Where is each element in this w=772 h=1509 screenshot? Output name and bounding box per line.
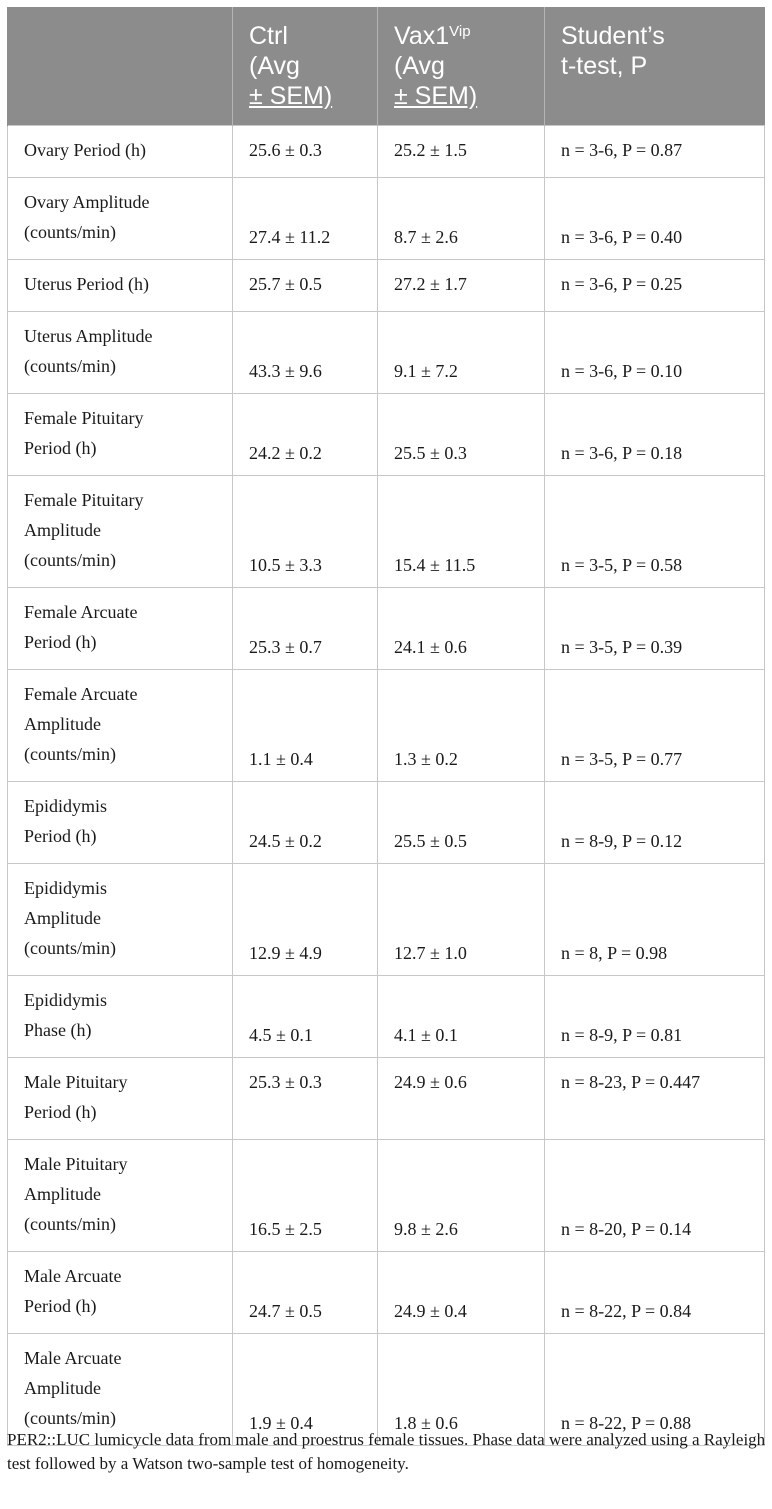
header-ttest-line2: t-test, P [561, 52, 648, 80]
header-cell-ctrl [233, 7, 378, 125]
row-ctrl-cell [233, 177, 378, 259]
header-ttest-line1: Student’s [561, 22, 665, 50]
row-ttest-cell [545, 311, 765, 393]
row-vax1vip-cell [378, 669, 545, 781]
row-ttest-cell [545, 393, 765, 475]
row-tissue-label [24, 1252, 220, 1321]
table-row [8, 177, 765, 259]
row-tissue-line: Period (h) [24, 1101, 97, 1122]
row-ttest-cell [545, 975, 765, 1057]
row-tissue-cell [8, 863, 233, 975]
row-ttest-cell [545, 125, 765, 177]
row-tissue-label [24, 394, 220, 463]
row-tissue-line: (counts/min) [24, 549, 116, 570]
row-ttest-cell [545, 669, 765, 781]
row-vax1vip-cell [378, 863, 545, 975]
row-tissue-line: Ovary Amplitude [24, 191, 150, 212]
row-tissue-line: Female Arcuate [24, 601, 138, 622]
row-vax1vip-cell [378, 393, 545, 475]
row-tissue-line: Period (h) [24, 1295, 97, 1316]
row-vax1vip-value: 15.4 ± 11.5 [394, 554, 476, 575]
header-ctrl-line3: ± SEM) [249, 82, 333, 110]
row-tissue-cell [8, 393, 233, 475]
row-tissue-cell [8, 1057, 233, 1139]
row-vax1vip-value: 8.7 ± 2.6 [394, 226, 458, 247]
row-vax1vip-value: 27.2 ± 1.7 [394, 273, 467, 294]
row-ctrl-value: 10.5 ± 3.3 [249, 554, 322, 575]
row-vax1vip-value: 1.3 ± 0.2 [394, 748, 458, 769]
row-tissue-line: Period (h) [24, 437, 97, 458]
data-table-container [7, 7, 764, 1446]
row-vax1vip-cell [378, 259, 545, 311]
row-ttest-value: n = 3-6, P = 0.40 [561, 226, 683, 247]
row-vax1vip-cell [378, 781, 545, 863]
row-tissue-line: Amplitude [24, 519, 101, 540]
row-tissue-line: (counts/min) [24, 937, 116, 958]
row-tissue-cell [8, 311, 233, 393]
row-tissue-line: Period (h) [24, 631, 97, 652]
row-tissue-label [24, 670, 220, 769]
row-tissue-line: Male Pituitary [24, 1071, 128, 1092]
row-vax1vip-value: 9.8 ± 2.6 [394, 1218, 458, 1239]
row-tissue-line: (counts/min) [24, 355, 116, 376]
row-vax1vip-cell [378, 1251, 545, 1333]
row-ttest-value: n = 3-6, P = 0.87 [561, 139, 683, 160]
row-ttest-value: n = 8-20, P = 0.14 [561, 1218, 692, 1239]
row-tissue-line: Phase (h) [24, 1019, 92, 1040]
row-ttest-value: n = 3-6, P = 0.25 [561, 273, 683, 294]
row-vax1vip-value: 9.1 ± 7.2 [394, 360, 458, 381]
table-row [8, 1139, 765, 1251]
row-tissue-cell [8, 259, 233, 311]
row-ctrl-cell [233, 1057, 378, 1139]
row-ttest-value: n = 3-5, P = 0.77 [561, 748, 683, 769]
header-vax-line3: ± SEM) [394, 82, 478, 110]
row-tissue-line: Female Pituitary [24, 489, 144, 510]
row-tissue-line: Epididymis [24, 877, 108, 898]
row-tissue-line: (counts/min) [24, 1407, 116, 1428]
row-tissue-label [24, 1140, 220, 1239]
row-tissue-line: (counts/min) [24, 221, 116, 242]
header-ctrl-line2: (Avg [249, 52, 300, 80]
table-row [8, 1057, 765, 1139]
table-row [8, 259, 765, 311]
row-tissue-label [24, 782, 220, 851]
row-ctrl-value: 25.3 ± 0.3 [249, 1071, 322, 1092]
table-row [8, 475, 765, 587]
row-ttest-value: n = 8-9, P = 0.81 [561, 1024, 683, 1045]
row-ttest-value: n = 8-9, P = 0.12 [561, 830, 683, 851]
row-tissue-cell [8, 475, 233, 587]
row-ttest-value: n = 8, P = 0.98 [561, 942, 668, 963]
row-tissue-label [24, 1334, 220, 1433]
table-row [8, 669, 765, 781]
row-ctrl-cell [233, 975, 378, 1057]
row-vax1vip-value: 25.2 ± 1.5 [394, 139, 467, 160]
row-ctrl-value: 25.6 ± 0.3 [249, 139, 322, 160]
header-cell-ttest [545, 7, 765, 125]
row-ctrl-value: 12.9 ± 4.9 [249, 942, 322, 963]
row-tissue-line: Epididymis [24, 795, 108, 816]
row-tissue-label [24, 260, 220, 299]
row-vax1vip-cell [378, 475, 545, 587]
row-ttest-cell [545, 1057, 765, 1139]
header-row [8, 7, 765, 125]
row-tissue-cell [8, 1139, 233, 1251]
row-ttest-value: n = 3-6, P = 0.18 [561, 442, 683, 463]
row-ttest-value: n = 8-22, P = 0.84 [561, 1300, 692, 1321]
row-tissue-line: Male Arcuate [24, 1347, 122, 1368]
row-tissue-label [24, 312, 220, 381]
row-ctrl-value: 24.7 ± 0.5 [249, 1300, 322, 1321]
row-tissue-line: Amplitude [24, 1183, 101, 1204]
row-ctrl-value: 27.4 ± 11.2 [249, 226, 331, 247]
row-ctrl-value: 24.2 ± 0.2 [249, 442, 322, 463]
row-tissue-cell [8, 781, 233, 863]
row-vax1vip-value: 24.1 ± 0.6 [394, 636, 467, 657]
row-ctrl-value: 1.9 ± 0.4 [249, 1412, 313, 1433]
table-row [8, 1251, 765, 1333]
row-tissue-line: (counts/min) [24, 743, 116, 764]
row-vax1vip-cell [378, 177, 545, 259]
table-row [8, 125, 765, 177]
row-tissue-line: (counts/min) [24, 1213, 116, 1234]
table-body [8, 125, 765, 1445]
row-tissue-line: Amplitude [24, 713, 101, 734]
table-row [8, 975, 765, 1057]
row-ctrl-cell [233, 393, 378, 475]
row-ttest-cell [545, 863, 765, 975]
row-ttest-cell [545, 1139, 765, 1251]
row-tissue-line: Female Pituitary [24, 407, 144, 428]
header-cell-vax1vip [378, 7, 545, 125]
row-tissue-line: Period (h) [24, 825, 97, 846]
row-ctrl-cell [233, 311, 378, 393]
row-ttest-value: n = 8-22, P = 0.88 [561, 1412, 692, 1433]
header-ctrl-line1: Ctrl [249, 22, 288, 50]
row-tissue-label [24, 1058, 220, 1127]
row-tissue-line: Male Arcuate [24, 1265, 122, 1286]
row-ctrl-value: 1.1 ± 0.4 [249, 748, 313, 769]
row-ctrl-cell [233, 587, 378, 669]
table-row [8, 311, 765, 393]
row-ctrl-value: 24.5 ± 0.2 [249, 830, 322, 851]
table-row [8, 781, 765, 863]
row-vax1vip-cell [378, 587, 545, 669]
row-tissue-line: Male Pituitary [24, 1153, 128, 1174]
row-tissue-line: Ovary Period (h) [24, 139, 146, 160]
row-ctrl-value: 25.7 ± 0.5 [249, 273, 322, 294]
row-ttest-value: n = 8-23, P = 0.447 [561, 1071, 701, 1092]
row-ctrl-cell [233, 669, 378, 781]
row-vax1vip-value: 25.5 ± 0.5 [394, 830, 467, 851]
row-vax1vip-value: 4.1 ± 0.1 [394, 1024, 458, 1045]
row-ctrl-cell [233, 863, 378, 975]
row-ctrl-value: 25.3 ± 0.7 [249, 636, 322, 657]
row-ttest-cell [545, 259, 765, 311]
row-vax1vip-cell [378, 311, 545, 393]
header-vax-base: Vax1 [394, 22, 450, 50]
row-tissue-cell [8, 587, 233, 669]
row-ttest-value: n = 3-5, P = 0.39 [561, 636, 683, 657]
row-tissue-label [24, 864, 220, 963]
row-tissue-cell [8, 1251, 233, 1333]
row-vax1vip-cell [378, 1139, 545, 1251]
header-vax-superscript: Vip [449, 23, 471, 40]
header-vax-line2: (Avg [394, 52, 445, 80]
row-ttest-cell [545, 475, 765, 587]
row-tissue-line: Uterus Amplitude [24, 325, 153, 346]
table-header [8, 7, 765, 125]
row-tissue-cell [8, 125, 233, 177]
row-tissue-label [24, 178, 220, 247]
row-tissue-line: Female Arcuate [24, 683, 138, 704]
row-tissue-line: Epididymis [24, 989, 108, 1010]
row-ttest-cell [545, 781, 765, 863]
row-vax1vip-value: 24.9 ± 0.6 [394, 1071, 467, 1092]
row-tissue-line: Amplitude [24, 907, 101, 928]
row-ttest-cell [545, 587, 765, 669]
row-ctrl-cell [233, 259, 378, 311]
row-tissue-line: Uterus Period (h) [24, 273, 149, 294]
row-vax1vip-value: 24.9 ± 0.4 [394, 1300, 467, 1321]
row-tissue-label [24, 976, 220, 1045]
row-vax1vip-cell [378, 125, 545, 177]
row-vax1vip-value: 25.5 ± 0.3 [394, 442, 467, 463]
row-tissue-line: Amplitude [24, 1377, 101, 1398]
header-cell-tissue [8, 7, 233, 125]
row-ctrl-value: 43.3 ± 9.6 [249, 360, 322, 381]
data-table [7, 7, 765, 1446]
row-tissue-label [24, 476, 220, 575]
row-ctrl-value: 16.5 ± 2.5 [249, 1218, 322, 1239]
row-tissue-label [24, 588, 220, 657]
row-tissue-cell [8, 975, 233, 1057]
table-row [8, 587, 765, 669]
row-tissue-cell [8, 177, 233, 259]
row-ttest-cell [545, 177, 765, 259]
row-ctrl-cell [233, 475, 378, 587]
row-vax1vip-value: 1.8 ± 0.6 [394, 1412, 458, 1433]
row-ctrl-value: 4.5 ± 0.1 [249, 1024, 313, 1045]
row-vax1vip-cell [378, 975, 545, 1057]
table-row [8, 863, 765, 975]
row-ctrl-cell [233, 1251, 378, 1333]
table-footnote: PER2::LUC lumicycle data from male and proestrus female tissues. Phase data were analyzed using a Rayleigh test followed by a Watson two-sample test of homogeneity. [7, 1430, 766, 1473]
row-ctrl-cell [233, 781, 378, 863]
row-ctrl-cell [233, 125, 378, 177]
row-vax1vip-cell [378, 1057, 545, 1139]
row-tissue-cell [8, 669, 233, 781]
row-vax1vip-value: 12.7 ± 1.0 [394, 942, 467, 963]
header-vax-line1 [394, 21, 532, 51]
row-ttest-cell [545, 1251, 765, 1333]
row-ttest-value: n = 3-5, P = 0.58 [561, 554, 683, 575]
row-ctrl-cell [233, 1139, 378, 1251]
row-tissue-label [24, 126, 220, 165]
row-ttest-value: n = 3-6, P = 0.10 [561, 360, 683, 381]
table-row [8, 393, 765, 475]
